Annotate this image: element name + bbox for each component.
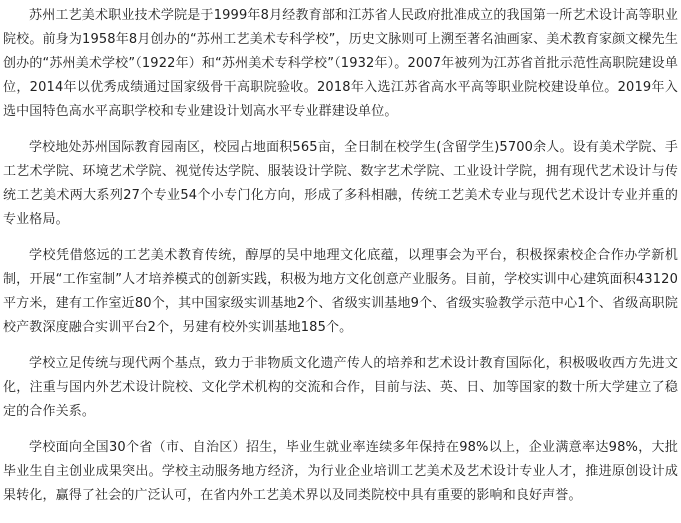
paragraph-campus: 学校地处苏州国际教育园南区，校园占地面积565亩，全日制在校学生(含留学生)5700余人。设有美术学院、手工艺术学院、环境艺术学院、视觉传达学院、服装设计学院、数字艺术学院、工业设计学院，拥有现代艺术设计与传统工艺美术两大系列27个专业54个小专门化方向，形成了多科相融，传统工艺美术专业与现代艺术设计专业并重的专业格局。: [3, 140, 678, 227]
paragraph-international: 学校立足传统与现代两个基点，致力于非物质文化遗产传人的培养和艺术设计教育国际化，积极吸收西方先进文化，注重与国内外艺术设计院校、文化学术机构的交流和合作，目前与法、英、日、加等国家的数十所大学建立了稳定的合作关系。: [3, 356, 678, 419]
paragraph-employment: 学校面向全国30个省（市、自治区）招生，毕业生就业率连续多年保持在98%以上，企业满意率达98%，大批毕业生自主创业成果突出。学校主动服务地方经济，为行业企业培训工艺美术及艺术设计专业人才，推进原创设计成果转化，赢得了社会的广泛认可，在省内外工艺美术界以及同类院校中具有重要的影响和良好声誉。: [3, 440, 678, 503]
paragraph-history: 苏州工艺美术职业技术学院是于1999年8月经教育部和江苏省人民政府批准成立的我国第一所艺术设计高等职业院校。前身为1958年8月创办的“苏州工艺美术专科学校”，历史文脉则可上溯至著名油画家、美术教育家颜文樑先生创办的“苏州美术学校”（1922年）和“苏州美术专科学校”（1932年）。2007年被列为江苏省首批示范性高职院建设单位，2014年以优秀成绩通过国家级骨干高职院验收。2018年入选江苏省高水平高等职业院校建设单位。2019年入选中国特色高水平高职学校和专业建设计划高水平专业群建设单位。: [3, 8, 678, 119]
paragraph-training: 学校凭借悠远的工艺美术教育传统，醇厚的吴中地理文化底蕴，以理事会为平台，积极探索校企合作办学新机制，开展“工作室制”人才培养模式的创新实践，积极为地方文化创意产业服务。目前，学校实训中心建筑面积43120平方米，建有工作室近80个，其中国家级实训基地2个、省级实训基地9个、省级实验教学示范中心1个、省级高职院校产教深度融合实训平台2个，另建有校外实训基地185个。: [3, 248, 678, 335]
